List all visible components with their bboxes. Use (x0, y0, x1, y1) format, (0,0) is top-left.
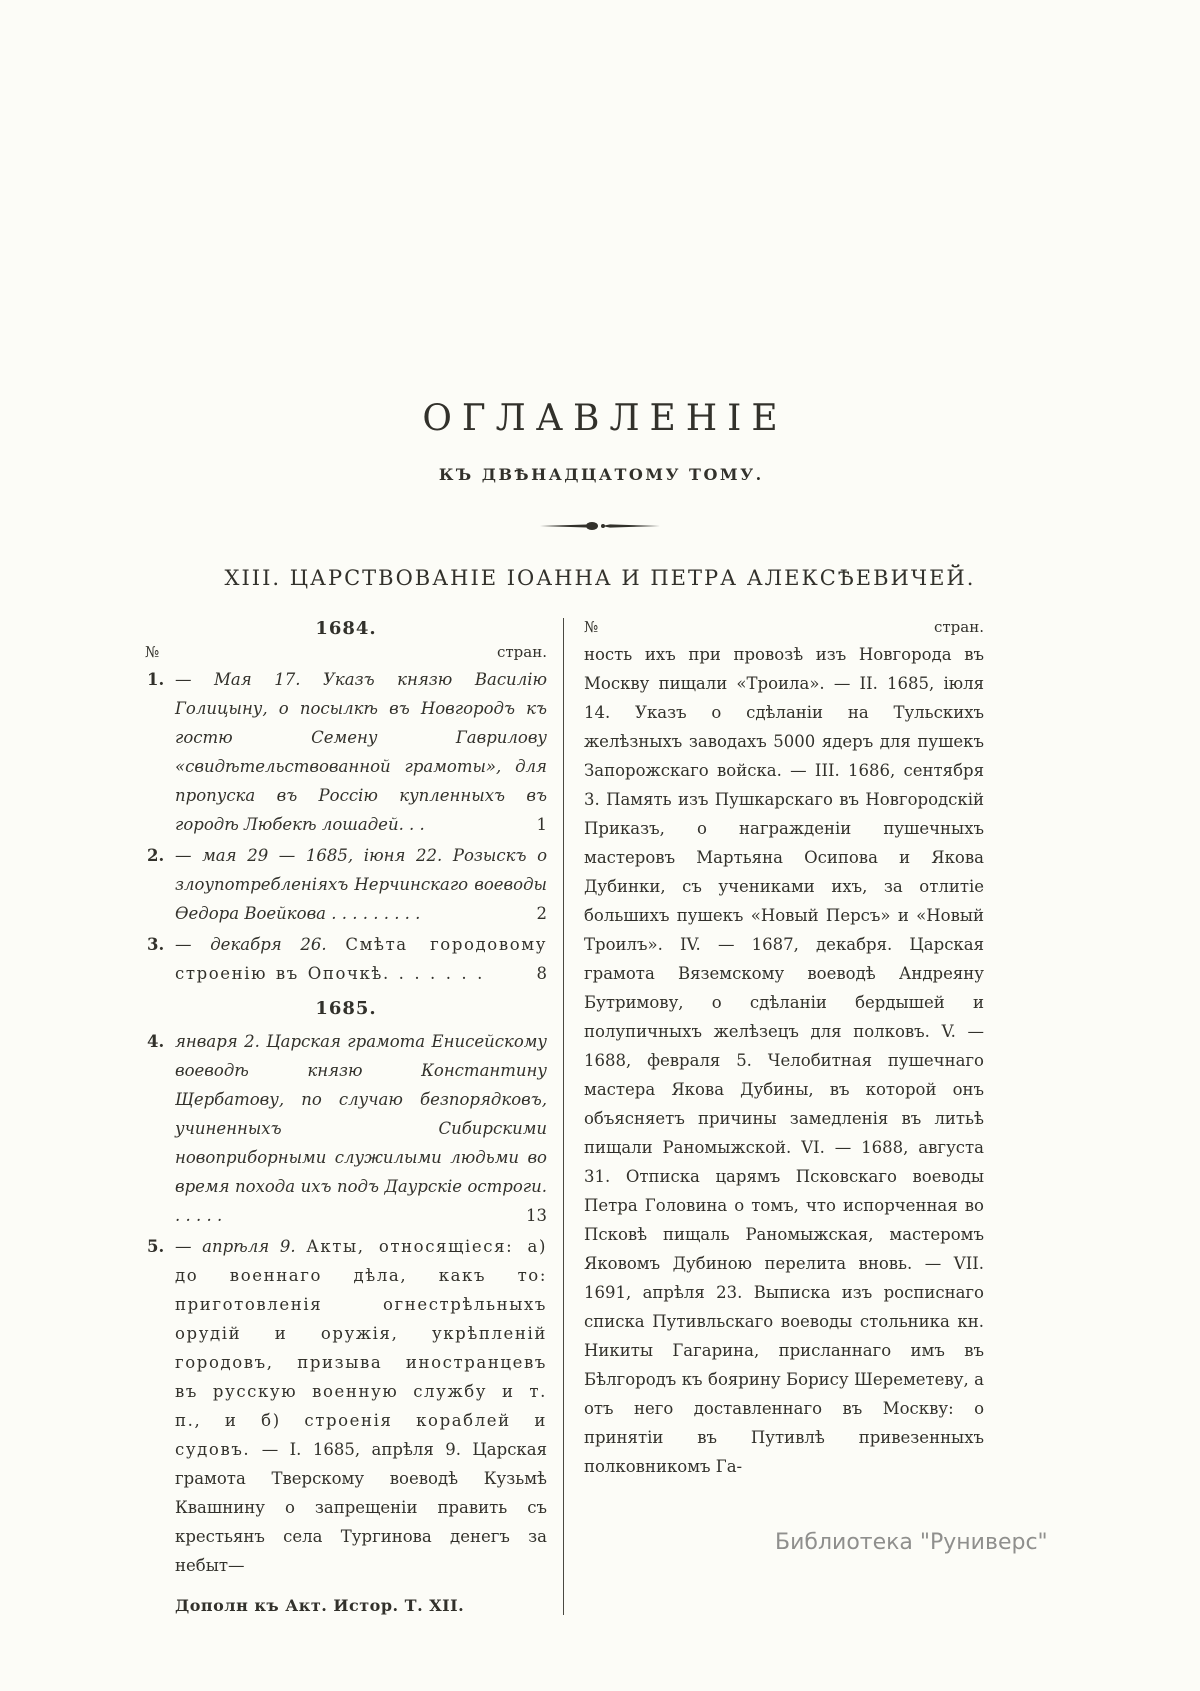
entry-number: 3. (147, 935, 165, 954)
entry-page-number: 8 (533, 959, 548, 988)
entry-number: 4. (147, 1032, 165, 1051)
entry-number: 1. (147, 670, 165, 689)
toc-entry-5 (145, 1232, 547, 1580)
entry-number: 5. (147, 1237, 165, 1256)
entry-text: января 2. Царская грамота Енисейскому воеводѣ князю Константину Щербатову, по случаю безпорядковъ, учиненныхъ Сибирскими новоприборными служилыми людьми во время похода ихъ подъ Даурскіе остроги. . . . . . (175, 1032, 547, 1225)
page-column-label: стран. (933, 618, 984, 636)
toc-entry-1 (145, 665, 547, 839)
entry-text: Смѣта городовому строенію въ Опочкѣ. . . . . . . (175, 935, 548, 983)
page-title: ОГЛАВЛЕНІЕ (422, 398, 788, 439)
two-column-layout (145, 618, 987, 1615)
column-header-left (145, 643, 547, 661)
entry-text: — декабря 26. (175, 935, 346, 954)
number-column-label: № (145, 643, 160, 661)
section-heading: XIII. ЦАРСТВОВАНІЕ ІОАННА И ПЕТРА АЛЕКСѢЕВИЧЕЙ. (224, 566, 976, 590)
year-heading-1684: 1684. (315, 618, 377, 639)
volume-footnote: Дополн къ Акт. Истор. Т. XII. (175, 1596, 465, 1615)
right-column (563, 618, 984, 1615)
column-header-right (584, 618, 984, 636)
toc-entry-4 (145, 1027, 547, 1230)
toc-entry-2 (145, 841, 547, 928)
toc-entry-3 (145, 930, 547, 988)
page-subtitle: КЪ ДВѢНАДЦАТОМУ ТОМУ. (438, 465, 764, 484)
entry-text: — I. 1685, апрѣля 9. Царская грамота Тверскому воеводѣ Кузьмѣ Квашнину о запрещеніи править съ крестьянъ села Тургинова денегъ за небыт— (175, 1440, 547, 1575)
page-column-label: стран. (496, 643, 547, 661)
entry-page-number: 1 (533, 810, 548, 839)
heading-block (0, 0, 1200, 590)
entry-text: Акты, относящіеся: а) до военнаго дѣла, какъ то: приготовленія огнестрѣльныхъ орудій и оружія, укрѣпленій городовъ, призыва иностранцевъ въ русскую военную службу и т. п., и б) строенія кораблей и судовъ. (175, 1237, 547, 1459)
entry-text: — Мая 17. Указъ князю Василію Голицыну, о посылкѣ въ Новгородъ къ гостю Семену Гаврилову «свидѣтельствованной грамоты», для пропуска въ Россію купленныхъ въ городѣ Любекѣ лошадей. . . (175, 670, 547, 834)
entry-page-number: 13 (522, 1201, 547, 1230)
library-watermark: Библиотека "Руниверс" (775, 1530, 1048, 1555)
entry-text: — мая 29 — 1685, іюня 22. Розыскъ о злоупотребленіяхъ Нерчинскаго воеводы Ѳедора Воейкова . . . . . . . . . (175, 846, 547, 923)
number-column-label: № (584, 618, 599, 636)
divider-ornament-icon (540, 518, 660, 532)
entry-text: — апрѣля 9. (175, 1237, 307, 1256)
continuation-text: ность ихъ при провозѣ изъ Новгорода въ Москву пищали «Троила». — II. 1685, іюля 14. Указъ о сдѣланіи на Тульскихъ желѣзныхъ заводахъ 5000 ядеръ для пушекъ Запорожскаго войска. — III. 1686, сентября 3. Память изъ Пушкарскаго въ Новгородскій Приказъ, о награжденіи пушечныхъ мастеровъ Мартьяна Осипова и Якова Дубинки, съ учениками ихъ, за отлитіе большихъ пушекъ «Новый Персъ» и «Новый Троилъ». IV. — 1687, декабря. Царская грамота Вяземскому воеводѣ Андреяну Бутримову, о сдѣланіи бердышей и полупичныхъ желѣзецъ для полковъ. V. — 1688, февраля 5. Челобитная пушечнаго мастера Якова Дубины, въ которой онъ объясняетъ причины замедленія въ литьѣ пищали Раномыжской. VI. — 1688, августа 31. Отписка царямъ Псковскаго воеводы Петра Головина о томъ, что испорченная во Псковѣ пищаль Раномыжская, мастеромъ Яковомъ Дубиною перелита вновь. — VII. 1691, апрѣля 23. Выписка изъ росписнаго списка Путивльскаго воеводы стольника кн. Никиты Гагарина, присланнаго имъ въ Бѣлгородъ къ боярину Борису Шереметеву, а отъ него доставленнаго въ Москву: о принятіи въ Путивлѣ привезенныхъ полковникомъ Га- (584, 645, 984, 1476)
entry-number: 2. (147, 846, 165, 865)
year-heading-1685: 1685. (315, 998, 377, 1019)
entry-page-number: 2 (533, 899, 548, 928)
left-column (145, 618, 563, 1615)
